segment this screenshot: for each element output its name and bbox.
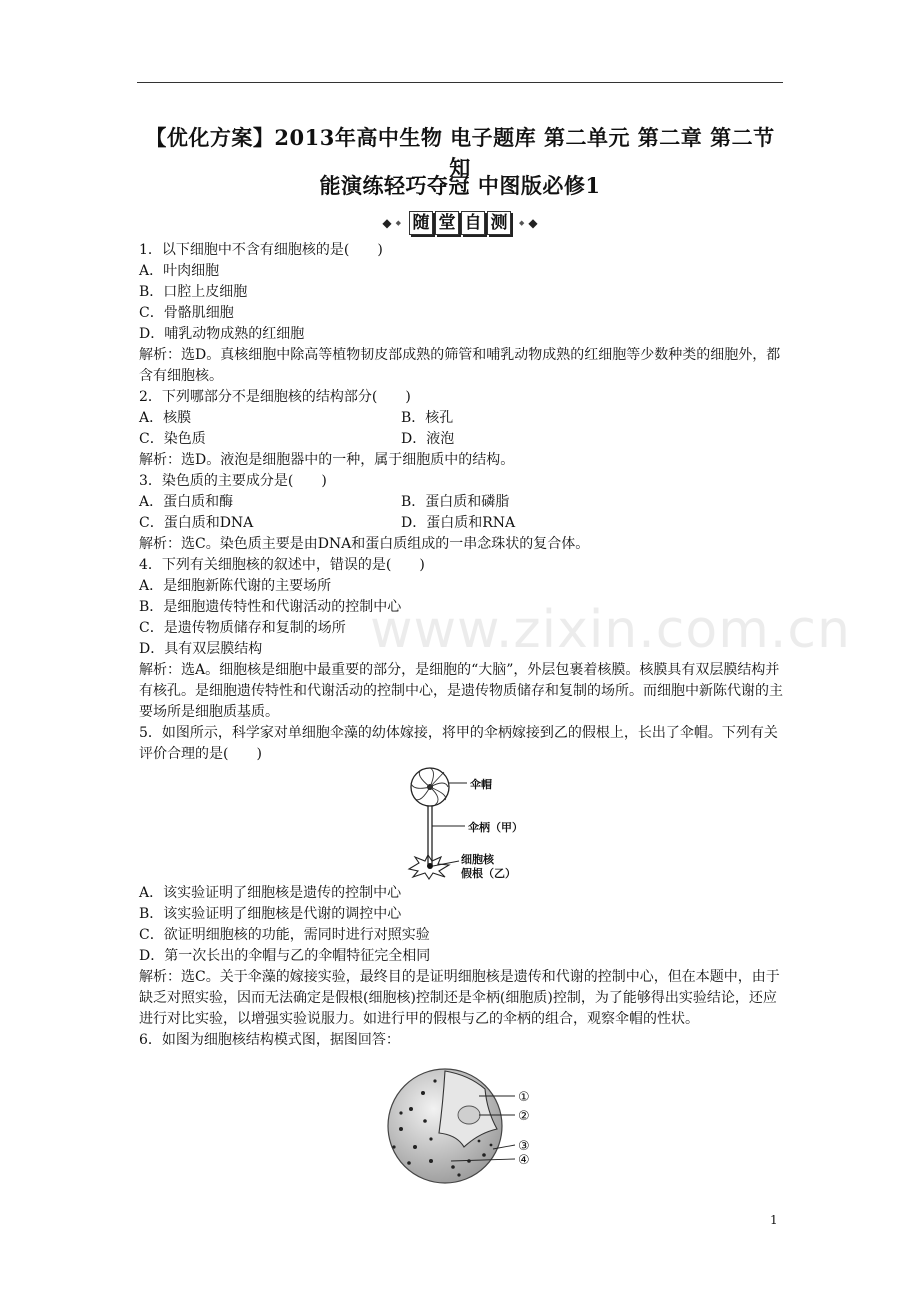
section-banner [360, 208, 560, 238]
option-a: A．蛋白质和酶 [139, 494, 234, 510]
banner-char: 自 [461, 211, 485, 235]
analysis: 解析：选C。染色质主要是由DNA和蛋白质组成的一串念珠状的复合体。 [139, 536, 590, 552]
header-rule [137, 82, 783, 83]
nucleus-dot [427, 863, 433, 869]
banner-word [409, 211, 511, 235]
banner-char: 随 [409, 211, 433, 235]
acetabularia-diagram [139, 765, 785, 883]
option-c: C．蛋白质和DNA [139, 515, 254, 531]
option-b: B．该实验证明了细胞核是代谢的调控中心 [139, 906, 402, 922]
analysis: 解析：选D。真核细胞中除高等植物韧皮部成熟的筛管和哺乳动物成熟的红细胞等少数种类的细胞外，都含有细胞核。 [139, 347, 781, 384]
label-3: ③ [518, 1139, 530, 1154]
document-title-line2: 能演练轻巧夺冠 中图版必修1 [319, 173, 601, 198]
question-6 [139, 1030, 785, 1186]
diamond-icon: ◆ [528, 216, 538, 230]
option-a: A．叶肉细胞 [139, 263, 220, 279]
option-a: A．核膜 [139, 410, 192, 426]
label-rhizoid: 假根（乙） [461, 867, 516, 880]
watermark: www.zixin.com.cn [370, 600, 851, 660]
nucleolus [458, 1106, 480, 1124]
question-stem: 3．染色质的主要成分是( ) [139, 473, 327, 489]
option-c: C．欲证明细胞核的功能，需同时进行对照实验 [139, 927, 430, 943]
label-4: ④ [518, 1153, 530, 1168]
option-c: C．染色质 [139, 431, 206, 447]
option-a: A．是细胞新陈代谢的主要场所 [139, 578, 332, 594]
umbrella-cap [411, 768, 449, 806]
question-5 [139, 723, 785, 1030]
nucleus-diagram [139, 1051, 785, 1186]
question-stem: 4．下列有关细胞核的叙述中，错误的是( ) [139, 557, 425, 573]
banner-char: 测 [487, 211, 511, 235]
document-title-line1: 【优化方案】2013年高中生物 电子题库 第二单元 第二章 第二节 知 [145, 125, 775, 180]
diamond-icon: ◆ [382, 216, 392, 230]
label-stalk: 伞柄（甲） [468, 821, 523, 834]
analysis: 解析：选C。关于伞藻的嫁接实验，最终目的是证明细胞核是遗传和代谢的控制中心，但在本题中，由于缺乏对照实验，因而无法确定是假根(细胞核)控制还是伞柄(细胞质)控制，为了能够得出实验结论，还应进行对比实验，以增强实验说服力。如进行甲的假根与乙的伞柄的组合，观察伞帽的性状。 [139, 969, 780, 1027]
option-b: B．核孔 [401, 410, 454, 426]
question-stem: 5．如图所示，科学家对单细胞伞藻的幼体嫁接，将甲的伞柄嫁接到乙的假根上，长出了伞帽。下列有关评价合理的是( ) [139, 725, 778, 762]
question-2 [139, 387, 785, 471]
option-c: C．是遗传物质储存和复制的场所 [139, 620, 346, 636]
label-1: ① [518, 1090, 530, 1105]
option-c: C．骨骼肌细胞 [139, 305, 234, 321]
banner-char: 堂 [435, 211, 459, 235]
option-b: B．蛋白质和磷脂 [401, 494, 510, 510]
option-b: B．口腔上皮细胞 [139, 284, 248, 300]
question-list [139, 240, 785, 1186]
diamond-small-icon: ◆ [395, 218, 401, 227]
label-nucleus: 细胞核 [461, 853, 494, 866]
nucleus-figure [139, 1051, 785, 1186]
option-d: D．液泡 [401, 431, 455, 447]
analysis: 解析：选A。细胞核是细胞中最重要的部分，是细胞的“大脑”，外层包裹着核膜。核膜具有双层膜结构并有核孔。是细胞遗传特性和代谢活动的控制中心，是遗传物质储存和复制的场所。而细胞中新陈代谢的主要场所是细胞质基质。 [139, 662, 783, 720]
question-stem: 2．下列哪部分不是细胞核的结构部分( ) [139, 389, 411, 405]
acetabularia-figure [139, 765, 785, 883]
question-stem: 1．以下细胞中不含有细胞核的是( ) [139, 242, 383, 258]
option-d: D．具有双层膜结构 [139, 641, 263, 657]
label-2: ② [518, 1109, 530, 1124]
option-b: B．是细胞遗传特性和代谢活动的控制中心 [139, 599, 402, 615]
label-cap: 伞帽 [470, 778, 492, 791]
option-d: D．蛋白质和RNA [401, 515, 516, 531]
option-d: D．第一次长出的伞帽与乙的伞帽特征完全相同 [139, 948, 431, 964]
analysis: 解析：选D。液泡是细胞器中的一种，属于细胞质中的结构。 [139, 452, 515, 468]
question-4 [139, 555, 785, 723]
option-d: D．哺乳动物成熟的红细胞 [139, 326, 305, 342]
question-stem: 6．如图为细胞核结构模式图，据图回答： [139, 1032, 400, 1048]
option-a: A．该实验证明了细胞核是遗传的控制中心 [139, 885, 402, 901]
question-3 [139, 471, 785, 555]
page-number: 1 [770, 1213, 778, 1227]
diamond-small-icon: ◆ [519, 218, 525, 227]
question-1 [139, 240, 785, 387]
